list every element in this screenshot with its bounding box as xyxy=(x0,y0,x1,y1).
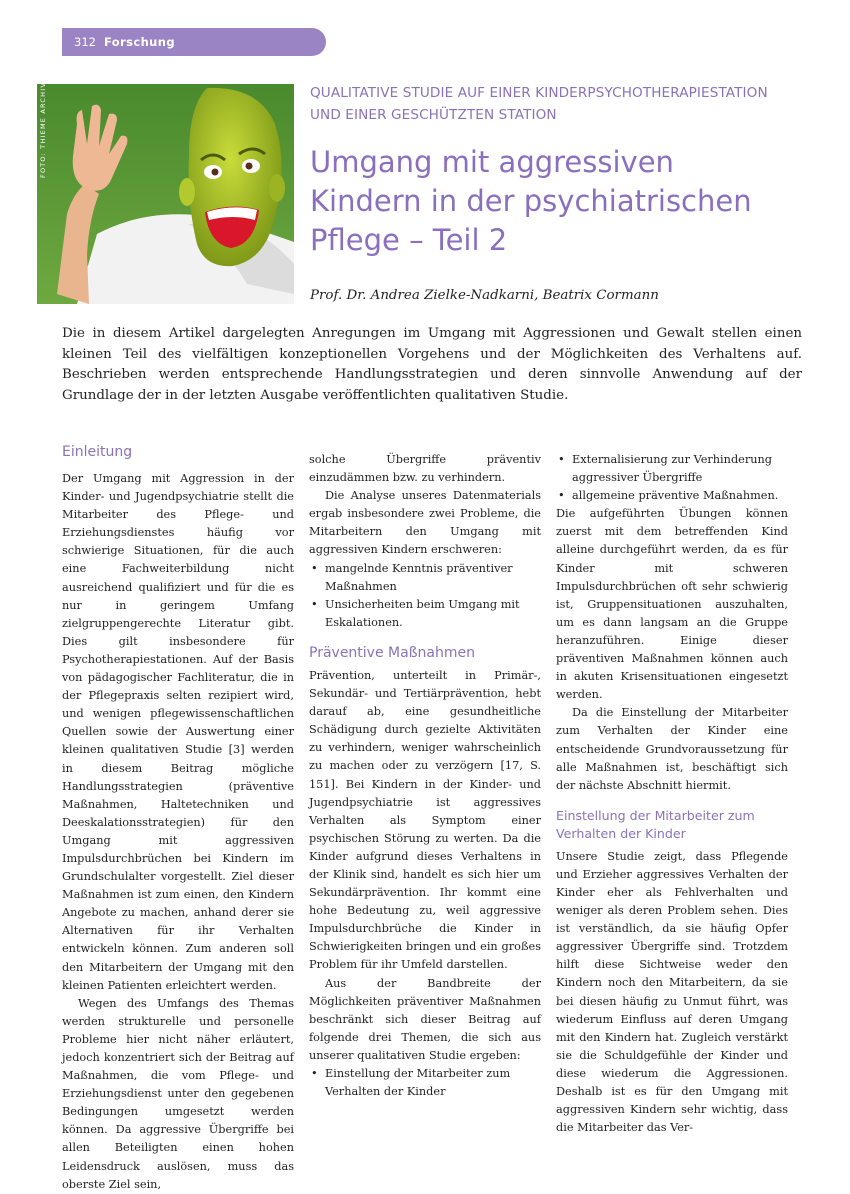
running-header xyxy=(62,28,326,56)
list-item: • Einstellung der Mitarbeiter zum Verhalten der Kinder xyxy=(309,1065,541,1101)
section-heading-einstellung xyxy=(556,807,788,843)
photo-credit: FOTO: THIEME ARCHIV xyxy=(39,82,47,178)
article-title xyxy=(310,143,830,260)
body-paragraph: solche Übergriffe präventiv einzudämmen bzw. zu verhindern. xyxy=(309,453,541,485)
section-heading-praeventive-massnahmen: Präventive Maßnahmen xyxy=(309,644,475,661)
body-paragraph: Aus der Bandbreite der Möglichkeiten präventiver Maßnahmen beschränkt sich dieser Beitrag auf folgende drei Themen, die sich aus unserer qualitativen Studie ergeben: xyxy=(309,976,541,1062)
list-item: • Externalisierung zur Verhinderung aggressiver Übergriffe xyxy=(556,451,788,487)
text-column-2 xyxy=(309,451,541,1101)
list-item: • Unsicherheiten beim Umgang mit Eskalationen. xyxy=(309,596,541,632)
body-paragraph: Die aufgeführten Übungen können zuerst mit dem betreffenden Kind alleine durchgeführt werden, da es für Kinder mit schweren Impulsdurchbrüchen oft sehr schwierig ist, Gruppensituationen auszuhalten, um es dann langsam an die Gruppe heranzuführen. Einige dieser präventiven Maßnahmen können auch in akuten Krisensituationen eingesetzt werden. xyxy=(556,507,788,702)
text-column-1 xyxy=(62,442,294,1194)
title-line: Umgang mit aggressiven xyxy=(310,145,674,179)
topic-list-continued xyxy=(556,451,788,505)
problem-list xyxy=(309,560,541,632)
kicker-line: QUALITATIVE STUDIE AUF EINER KINDERPSYCHOTHERAPIESTATION xyxy=(310,85,768,101)
article-photo xyxy=(37,84,294,304)
list-item: • mangelnde Kenntnis präventiver Maßnahmen xyxy=(309,560,541,596)
body-paragraph: Prävention, unterteilt in Primär-, Sekundär- und Tertiärprävention, hebt darauf ab, eine gesundheitliche Schädigung durch gezielte Aktivitäten zu verhindern, weniger wahrscheinlich zu machen oder zu verzögern [17, S. 151]. Bei Kindern in der Kinder- und Jugendpsychiatrie ist aggressives Verhalten als Symptom einer psychischen Störung zu werten. Da die Kinder aufgrund dieses Verhaltens in der Klinik sind, handelt es sich hier um Sekundärprävention. Ihr kommt eine hohe Bedeutung zu, weil aggressive Impulsdurchbrüche die Kinder in Schwierigkeiten bringen und ein großes Problem für ihr Umfeld darstellen. xyxy=(309,668,541,972)
article-lead: Die in diesem Artikel dargelegten Anregungen im Umgang mit Aggressionen und Gewalt stellen einen kleinen Teil des vielfältigen konzeptionellen Vorgehens und der Möglichkeiten des Verhaltens auf. Beschrieben werden entsprechende Handlungsstrategien und deren sinnvolle Anwendung auf der Grundlage der in der letzten Ausgabe veröffentlichten qualitativen Studie. xyxy=(62,326,802,403)
body-paragraph: Da die Einstellung der Mitarbeiter zum Verhalten der Kinder eine entscheidende Grundvoraussetzung für alle Maßnahmen ist, beschäftigt sich der nächste Abschnitt hiermit. xyxy=(556,706,788,792)
body-paragraph: Unsere Studie zeigt, dass Pflegende und Erzieher aggressives Verhalten der Kinder eher als Fehlverhalten und weniger als deren Problem sehen. Dies ist verständlich, da sie häufig Opfer aggressiver Übergriffe sind. Trotzdem hilft diese Sichtweise weder den Kindern noch den Mitarbeitern, da sie bei diesen häufig zu Unmut führt, was wiederum Einfluss auf deren Umgang mit den Kindern hat. Zugleich verstärkt sie die Schuldgefühle der Kinder und diese wiederum die Aggressionen. Deshalb ist es für den Umgang mit aggressiven Kindern sehr wichtig, dass die Mitarbeiter das Ver- xyxy=(556,849,788,1135)
child-in-green-mask-photo xyxy=(37,84,294,304)
heading-line: Einstellung der Mitarbeiter zum xyxy=(556,807,755,823)
list-item: • allgemeine präventive Maßnahmen. xyxy=(556,487,788,505)
article-authors: Prof. Dr. Andrea Zielke-Nadkarni, Beatrix Cormann xyxy=(310,288,659,303)
text-column-3 xyxy=(556,451,788,1137)
title-line: Kindern in der psychiatrischen xyxy=(310,184,752,218)
body-paragraph: Die Analyse unseres Datenmaterials ergab insbesondere zwei Probleme, die Mitarbeitern den Umgang mit aggressiven Kindern erschweren: xyxy=(309,489,541,557)
title-line: Pflege – Teil 2 xyxy=(310,223,508,257)
section-label: Forschung xyxy=(103,35,175,49)
page-number: 312 xyxy=(74,35,96,49)
section-heading-einleitung: Einleitung xyxy=(62,444,133,460)
article-kicker xyxy=(310,82,810,126)
body-paragraph: Der Umgang mit Aggression in der Kinder- und Jugendpsychiatrie stellt die Mitarbeiter des Pflege- und Erziehungsdienstes häufig vor schwierige Situationen, für die auch eine Fachweiterbildung nicht ausreichend qualifiziert und für die es nur in geringem Umfang zielgruppengerechte Literatur gibt. Dies gilt insbesondere für Psychotherapiestationen. Auf der Basis von pädagogischer Fachliteratur, die in der Pflegepraxis selten rezipiert wird, und wenigen pflegewissenschaftlichen Quellen sowie der Auswertung einer kleinen qualitativen Studie [3] werden in diesem Beitrag mögliche Handlungsstrategien (präventive Maßnahmen, Haltetechniken und Deeskalationsstrategien) für den Umgang mit aggressiven Impulsdurchbrüchen bei Kindern im Grundschulalter vorgestellt. Ziel dieser Maßnahmen ist zum einen, den Kindern Angebote zu machen, anhand derer sie Alternativen für ihr Verhalten entwickeln können. Zum anderen soll den Mitarbeitern der Umgang mit den kleinen Patienten erleichtert werden. xyxy=(62,472,294,992)
body-paragraph: Wegen des Umfangs des Themas werden strukturelle und personelle Probleme hier nicht näher erläutert, jedoch konzentriert sich der Beitrag auf Maßnahmen, die vom Pflege- und Erziehungsdienst unter den gegebenen Bedingungen umgesetzt werden können. Da aggressive Übergriffe bei allen Beteiligten einen hohen Leidensdruck auslösen, muss das oberste Ziel sein, xyxy=(62,996,294,1191)
topic-list xyxy=(309,1065,541,1101)
kicker-line: UND EINER GESCHÜTZTEN STATION xyxy=(310,107,557,123)
heading-line: Verhalten der Kinder xyxy=(556,825,686,841)
